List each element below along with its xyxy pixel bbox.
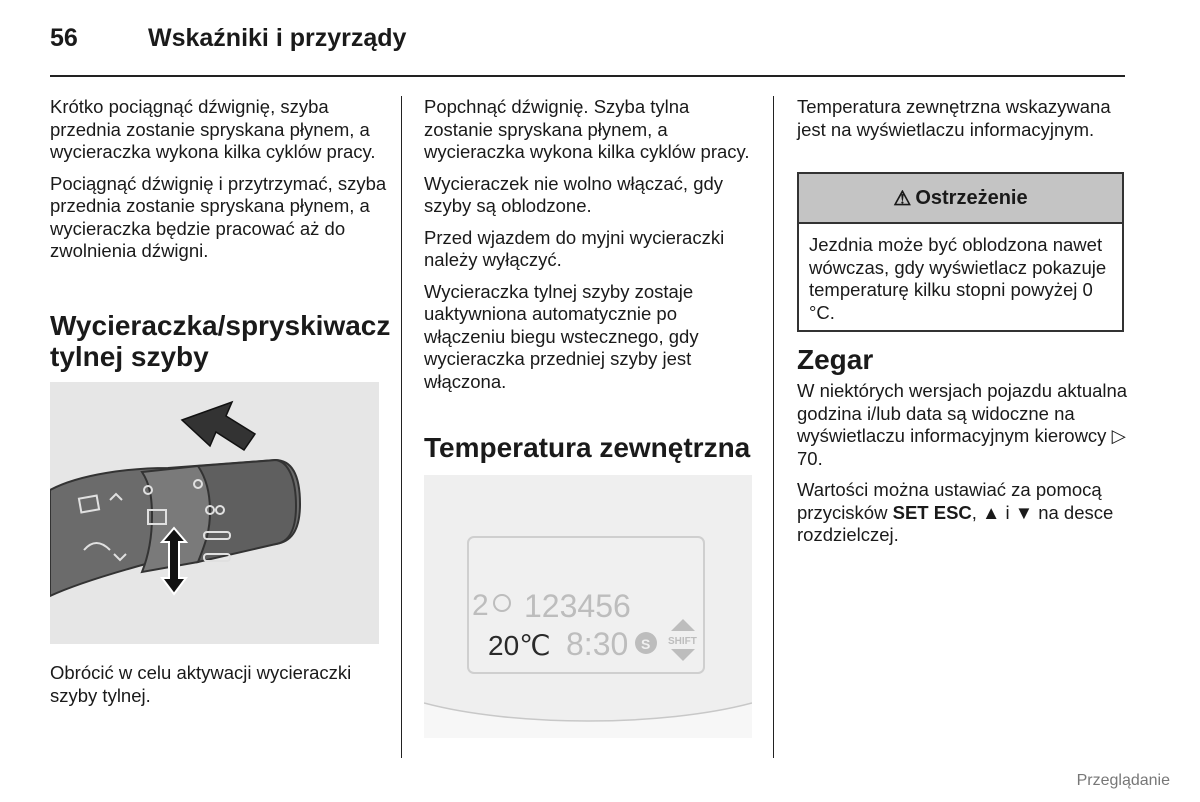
chapter-title: Wskaźniki i przyrządy bbox=[148, 24, 407, 52]
column-divider bbox=[773, 96, 774, 758]
button-names: SET ESC bbox=[892, 501, 972, 523]
paragraph bbox=[797, 479, 1129, 547]
info-display-figure bbox=[424, 475, 752, 738]
section-heading-outside-temperature: Temperatura zewnętrzna bbox=[424, 432, 751, 463]
header-rule bbox=[50, 75, 1125, 77]
column-1 bbox=[50, 96, 388, 272]
warning-triangle-icon: ⚠ bbox=[893, 187, 912, 210]
figure-caption: Obrócić w celu aktywacji wycieraczki szyby tylnej. bbox=[50, 662, 352, 706]
footer-label[interactable]: Przeglądanie bbox=[1076, 772, 1170, 789]
column-divider bbox=[401, 96, 402, 758]
page-number: 56 bbox=[50, 24, 78, 52]
paragraph bbox=[797, 380, 1129, 470]
paragraph: Pociągnąć dźwignię i przytrzymać, szyba przednia zostanie spryskana płynem, a wycieraczka będzie pracować aż do zwolnienia dźwigni. bbox=[50, 172, 387, 261]
wiper-lever-illustration bbox=[50, 382, 379, 644]
page-reference[interactable]: 70. bbox=[797, 447, 823, 469]
section-heading-clock: Zegar bbox=[797, 344, 874, 375]
display-shift: SHIFT bbox=[668, 636, 697, 647]
info-display-illustration bbox=[424, 475, 752, 738]
paragraph: Wycieraczek nie wolno włączać, gdy szyby są oblodzone. bbox=[424, 172, 724, 216]
paragraph: Krótko pociągnąć dźwignię, szyba przednia zostanie spryskana płynem, a wycieraczka wykona kilka cyklów pracy. bbox=[50, 96, 376, 162]
display-temperature: 20℃ bbox=[488, 630, 551, 661]
clock-section bbox=[797, 380, 1129, 556]
column-3 bbox=[797, 96, 1129, 150]
buttons-text-end: , ▲ i ▼ na desce rozdzielczej. bbox=[797, 501, 1114, 545]
wiper-lever-figure bbox=[50, 382, 379, 644]
section-heading-rear-wiper: Wycieraczka/spryskiwacz tylnej szyby bbox=[50, 310, 391, 372]
clock-text: W niektórych wersjach pojazdu aktualna godzina i/lub data są widoczne na wyświetlaczu informacyjnym kierowcy bbox=[797, 380, 1128, 446]
paragraph: Temperatura zewnętrzna wskazywana jest na wyświetlaczu informacyjnym. bbox=[797, 96, 1111, 140]
display-time: 8:30 bbox=[566, 626, 629, 662]
svg-text:S: S bbox=[641, 636, 651, 652]
buttons-text: Wartości można ustawiać za pomocą przycisków bbox=[797, 479, 1102, 523]
display-top-left: 2 bbox=[472, 589, 489, 622]
paragraph: Popchnąć dźwignię. Szyba tylna zostanie spryskana płynem, a wycieraczka wykona kilka cyklów pracy. bbox=[424, 96, 750, 162]
paragraph: Wycieraczka tylnej szyby zostaje uaktywniona automatycznie po włączeniu biegu wstecznego, gdy wycieraczka przedniej szyby jest włączona. bbox=[424, 280, 699, 392]
paragraph: Przed wjazdem do myjni wycieraczki należy wyłączyć. bbox=[424, 226, 725, 270]
display-top-digits: 123456 bbox=[524, 588, 631, 624]
page-reference-arrow-icon: ▷ bbox=[1111, 425, 1126, 446]
column-2 bbox=[424, 96, 760, 402]
warning-text: Jezdnia może być oblodzona nawet wówczas, gdy wyświetlacz pokazuje temperaturę kilku stopni powyżej 0 °C. bbox=[809, 234, 1107, 323]
warning-box bbox=[797, 172, 1124, 332]
warning-title: Ostrzeżenie bbox=[915, 186, 1028, 209]
warning-header bbox=[799, 174, 1122, 224]
